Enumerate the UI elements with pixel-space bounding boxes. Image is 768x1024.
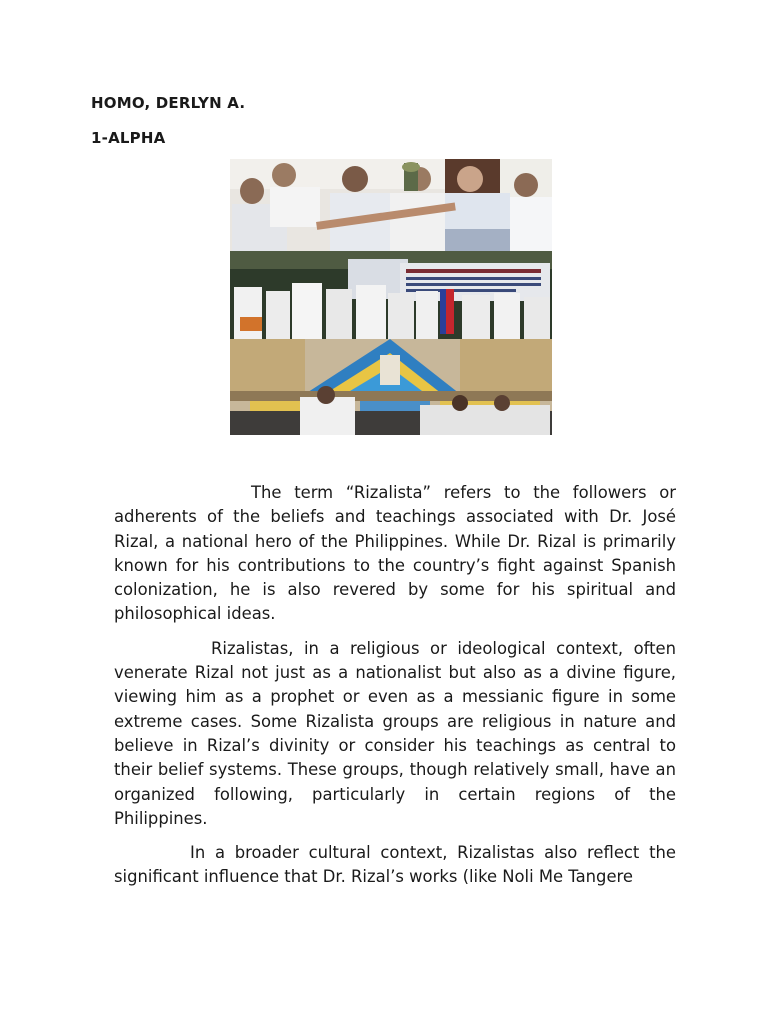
paragraph-3: In a broader cultural context, Rizalistas also reflect the significant influence that Dr. Rizal’s works (like Noli Me Tangere xyxy=(114,843,676,887)
photo-elders-holding-trophy xyxy=(230,159,552,251)
paragraph-1: The term “Rizalista” refers to the followers or adherents of the beliefs and teachings associated with Dr. José Rizal, a national hero of the Philippines. While Dr. Rizal is primarily known for his contributions to the country’s fight against Spanish colonization, he is also revered by some for his spiritual and philosophical ideas. xyxy=(114,483,676,624)
rizalista-collage-photo xyxy=(230,159,552,435)
section-label: 1-ALPHA xyxy=(91,129,166,147)
photo-congregation-banners xyxy=(230,251,552,339)
author-name: HOMO, DERLYN A. xyxy=(91,94,246,112)
essay-body xyxy=(114,481,676,900)
photo-church-altar xyxy=(230,339,552,435)
paragraph-2: Rizalistas, in a religious or ideological context, often venerate Rizal not just as a nationalist but also as a divine figure, viewing him as a prophet or even as a messianic figure in some extreme cases. Some Rizalista groups are religious in nature and believe in Rizal’s divinity or consider his teachings as central to their belief systems. These groups, though relatively small, have an organized following, particularly in certain regions of the Philippines. xyxy=(114,638,676,828)
